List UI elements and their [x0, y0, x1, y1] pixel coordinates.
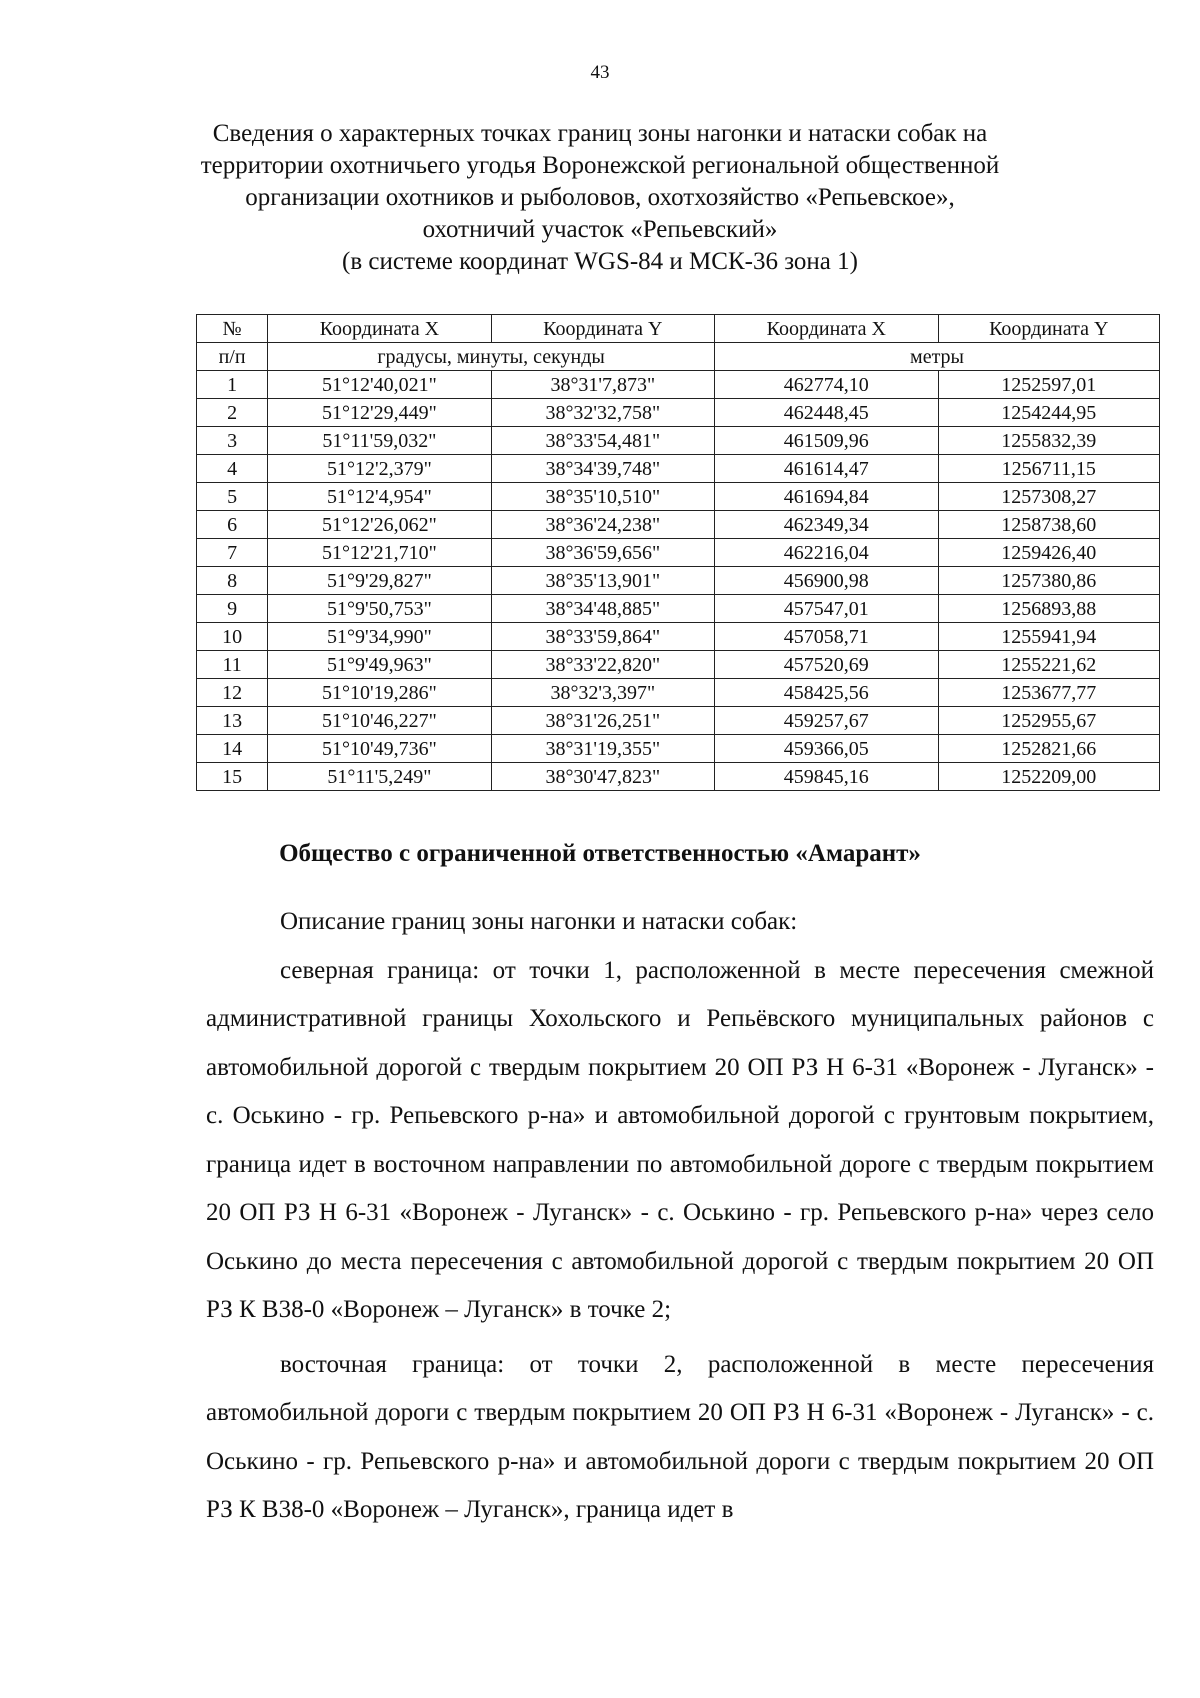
- cell-coord-y-m: 1255941,94: [938, 623, 1160, 651]
- page-number: 43: [590, 62, 610, 83]
- table-row: [197, 455, 1160, 483]
- header-units-degrees: градусы, минуты, секунды: [268, 343, 715, 371]
- cell-coord-y-m: 1259426,40: [938, 539, 1160, 567]
- cell-coord-x-deg: 51°12'2,379": [268, 455, 491, 483]
- header-coord-y-deg: Координата Y: [491, 315, 714, 343]
- table-units-row: [197, 343, 1160, 371]
- table-row: [197, 511, 1160, 539]
- cell-coord-x-deg: 51°12'26,062": [268, 511, 491, 539]
- table-row: [197, 427, 1160, 455]
- cell-coord-x-deg: 51°9'50,753": [268, 595, 491, 623]
- cell-num: 12: [197, 679, 268, 707]
- header-units-meters: метры: [715, 343, 1160, 371]
- cell-coord-x-m: 456900,98: [715, 567, 938, 595]
- cell-coord-y-deg: 38°31'7,873": [491, 371, 714, 399]
- table-row: [197, 539, 1160, 567]
- cell-coord-y-m: 1252955,67: [938, 707, 1160, 735]
- north-boundary-paragraph: северная граница: от точки 1, расположенной в месте пересечения смежной административной границы Хохольского и Репьёвского муниципальных районов с автомобильной дорогой с твердым покрытием 20 ОП РЗ Н 6-31 «Воронеж - Луганск» - с. Оськино - гр. Репьевского р-на» и автомобильной дорогой с грунтовым покрытием, граница идет в восточном направлении по автомобильной дороге с твердым покрытием 20 ОП РЗ Н 6-31 «Воронеж - Луганск» - с. Оськино - гр. Репьевского р-на» через село Оськино до места пересечения с автомобильной дорогой с твердым покрытием 20 ОП РЗ К В38-0 «Воронеж – Луганск» в точке 2;: [206, 956, 1154, 1323]
- title-line: организации охотников и рыболовов, охотхозяйство «Репьевское»,: [245, 184, 955, 211]
- cell-num: 13: [197, 707, 268, 735]
- cell-num: 8: [197, 567, 268, 595]
- cell-coord-x-m: 457520,69: [715, 651, 938, 679]
- table-header-row: [197, 315, 1160, 343]
- cell-coord-y-m: 1255221,62: [938, 651, 1160, 679]
- table-row: [197, 707, 1160, 735]
- cell-coord-x-m: 459366,05: [715, 735, 938, 763]
- cell-coord-y-m: 1252597,01: [938, 371, 1160, 399]
- document-title: [200, 118, 1000, 278]
- cell-coord-x-deg: 51°11'59,032": [268, 427, 491, 455]
- title-line: охотничий участок «Репьевский»: [422, 216, 778, 243]
- cell-coord-x-deg: 51°9'29,827": [268, 567, 491, 595]
- cell-coord-y-deg: 38°30'47,823": [491, 763, 714, 791]
- cell-coord-x-m: 461614,47: [715, 455, 938, 483]
- table-body: [197, 371, 1160, 791]
- title-line: территории охотничьего угодья Воронежской региональной общественной: [200, 152, 1000, 179]
- header-coord-x-deg: Координата X: [268, 315, 491, 343]
- cell-coord-y-deg: 38°36'59,656": [491, 539, 714, 567]
- table-row: [197, 623, 1160, 651]
- table-row: [197, 595, 1160, 623]
- cell-coord-y-deg: 38°33'22,820": [491, 651, 714, 679]
- cell-num: 15: [197, 763, 268, 791]
- cell-num: 2: [197, 399, 268, 427]
- cell-coord-x-m: 457058,71: [715, 623, 938, 651]
- cell-coord-x-m: 457547,01: [715, 595, 938, 623]
- cell-coord-y-m: 1258738,60: [938, 511, 1160, 539]
- cell-num: 10: [197, 623, 268, 651]
- cell-coord-x-m: 462349,34: [715, 511, 938, 539]
- table-row: [197, 679, 1160, 707]
- coordinates-table: [196, 314, 1160, 791]
- cell-coord-y-m: 1252821,66: [938, 735, 1160, 763]
- cell-num: 7: [197, 539, 268, 567]
- cell-coord-x-deg: 51°9'49,963": [268, 651, 491, 679]
- cell-coord-y-m: 1254244,95: [938, 399, 1160, 427]
- table-row: [197, 399, 1160, 427]
- table-row: [197, 651, 1160, 679]
- cell-coord-y-deg: 38°33'59,864": [491, 623, 714, 651]
- cell-coord-x-deg: 51°9'34,990": [268, 623, 491, 651]
- cell-num: 1: [197, 371, 268, 399]
- cell-coord-y-deg: 38°31'26,251": [491, 707, 714, 735]
- cell-coord-y-deg: 38°32'32,758": [491, 399, 714, 427]
- cell-coord-x-m: 459257,67: [715, 707, 938, 735]
- cell-coord-y-deg: 38°33'54,481": [491, 427, 714, 455]
- cell-coord-y-deg: 38°36'24,238": [491, 511, 714, 539]
- table-row: [197, 483, 1160, 511]
- cell-coord-x-m: 462774,10: [715, 371, 938, 399]
- cell-num: 11: [197, 651, 268, 679]
- cell-num: 3: [197, 427, 268, 455]
- description-section: [206, 898, 1154, 1535]
- table-row: [197, 763, 1160, 791]
- cell-coord-y-deg: 38°34'48,885": [491, 595, 714, 623]
- cell-coord-x-m: 462216,04: [715, 539, 938, 567]
- cell-coord-x-deg: 51°12'40,021": [268, 371, 491, 399]
- cell-coord-y-m: 1257308,27: [938, 483, 1160, 511]
- cell-coord-y-deg: 38°31'19,355": [491, 735, 714, 763]
- cell-coord-x-deg: 51°11'5,249": [268, 763, 491, 791]
- cell-coord-x-deg: 51°10'46,227": [268, 707, 491, 735]
- header-coord-x-m: Координата X: [715, 315, 938, 343]
- cell-num: 5: [197, 483, 268, 511]
- cell-coord-x-m: 462448,45: [715, 399, 938, 427]
- cell-coord-x-deg: 51°12'21,710": [268, 539, 491, 567]
- description-heading: Описание границ зоны нагонки и натаски собак:: [280, 908, 798, 935]
- table-row: [197, 567, 1160, 595]
- cell-coord-x-m: 459845,16: [715, 763, 938, 791]
- cell-coord-y-m: 1256711,15: [938, 455, 1160, 483]
- cell-coord-x-deg: 51°10'49,736": [268, 735, 491, 763]
- cell-coord-y-m: 1252209,00: [938, 763, 1160, 791]
- cell-num: 6: [197, 511, 268, 539]
- header-num-pp: п/п: [197, 343, 268, 371]
- cell-num: 4: [197, 455, 268, 483]
- table-row: [197, 371, 1160, 399]
- cell-coord-y-m: 1256893,88: [938, 595, 1160, 623]
- cell-coord-y-m: 1257380,86: [938, 567, 1160, 595]
- header-num: №: [197, 315, 268, 343]
- cell-coord-x-m: 461509,96: [715, 427, 938, 455]
- cell-coord-x-deg: 51°12'4,954": [268, 483, 491, 511]
- title-line: Сведения о характерных точках границ зоны нагонки и натаски собак на: [212, 120, 988, 147]
- cell-coord-x-m: 458425,56: [715, 679, 938, 707]
- cell-coord-y-m: 1255832,39: [938, 427, 1160, 455]
- organization-title: Общество с ограниченной ответственностью «Амарант»: [279, 840, 921, 867]
- title-line: (в системе координат WGS-84 и МСК-36 зона 1): [342, 248, 858, 275]
- cell-coord-y-deg: 38°32'3,397": [491, 679, 714, 707]
- table-row: [197, 735, 1160, 763]
- header-coord-y-m: Координата Y: [938, 315, 1160, 343]
- cell-coord-y-deg: 38°35'13,901": [491, 567, 714, 595]
- cell-num: 9: [197, 595, 268, 623]
- cell-coord-x-deg: 51°10'19,286": [268, 679, 491, 707]
- cell-coord-y-deg: 38°34'39,748": [491, 455, 714, 483]
- cell-coord-x-deg: 51°12'29,449": [268, 399, 491, 427]
- east-boundary-paragraph: восточная граница: от точки 2, расположенной в месте пересечения автомобильной дороги с твердым покрытием 20 ОП РЗ Н 6-31 «Воронеж - Луганск» - с. Оськино - гр. Репьевского р-на» и автомобильной дороги с твердым покрытием 20 ОП РЗ К В38-0 «Воронеж – Луганск», граница идет в: [206, 1350, 1154, 1523]
- cell-coord-y-deg: 38°35'10,510": [491, 483, 714, 511]
- cell-num: 14: [197, 735, 268, 763]
- cell-coord-y-m: 1253677,77: [938, 679, 1160, 707]
- cell-coord-x-m: 461694,84: [715, 483, 938, 511]
